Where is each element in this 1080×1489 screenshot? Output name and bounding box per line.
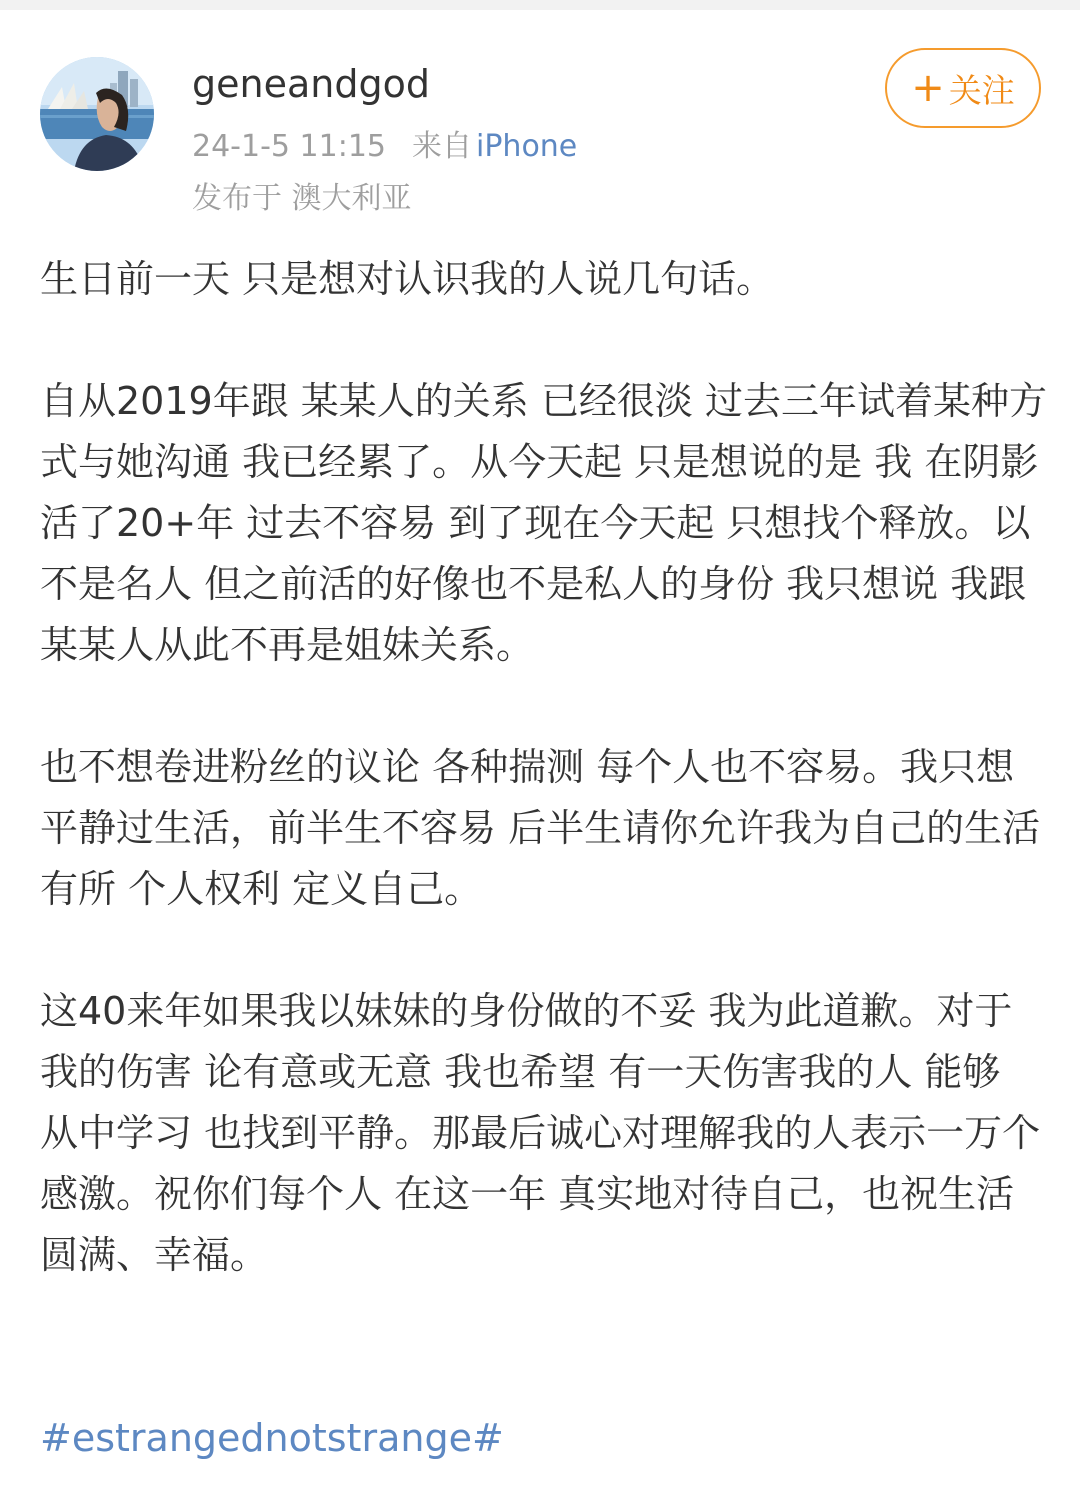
plus-icon: + bbox=[911, 65, 945, 111]
hashtag-link[interactable]: #estrangednotstrange# bbox=[40, 1416, 504, 1460]
post-paragraph-3: 也不想卷进粉丝的议论 各种揣测 每个人也不容易。我只想平静过生活，前半生不容易 后半生请你允许我为自己的生活 有所 个人权利 定义自己。 bbox=[40, 745, 1053, 911]
post-paragraph-1: 生日前一天 只是想对认识我的人说几句话。 bbox=[40, 257, 775, 301]
post-header bbox=[0, 10, 1080, 230]
post-paragraph-2: 自从2019年跟 某某人的关系 已经很淡 过去三年试着某种方式与她沟通 我已经累了。从今天起 只是想说的是 我 在阴影活了20+年 过去不容易 到了现在今天起 只想找个释放。以 不是名人 但之前活的好像也不是私人的身份 我只想说 我跟 某某人从此不再是姐妹关系。 bbox=[40, 379, 1047, 667]
post-timestamp: 24-1-5 11:15 bbox=[192, 129, 386, 164]
avatar-photo-icon bbox=[40, 57, 154, 171]
follow-button-label: 关注 bbox=[948, 70, 1015, 110]
source-device-link[interactable]: iPhone bbox=[476, 129, 578, 164]
username[interactable]: geneandgod bbox=[192, 62, 430, 106]
source-prefix: 来自 bbox=[412, 129, 472, 164]
post-paragraph-4: 这40来年如果我以妹妹的身份做的不妥 我为此道歉。对于我的伤害 论有意或无意 我也希望 有一天伤害我的人 能够 从中学习 也找到平静。那最后诚心对理解我的人表示一万个感激。祝你们每个人 在这一年 真实地对待自己，也祝生活圆满、幸福。 bbox=[40, 989, 1041, 1277]
top-divider bbox=[0, 0, 1080, 10]
post-body bbox=[40, 249, 1053, 1347]
avatar[interactable] bbox=[40, 57, 154, 171]
post-location: 发布于 澳大利亚 bbox=[192, 181, 412, 216]
follow-button[interactable] bbox=[885, 48, 1041, 128]
post-meta bbox=[192, 126, 577, 168]
